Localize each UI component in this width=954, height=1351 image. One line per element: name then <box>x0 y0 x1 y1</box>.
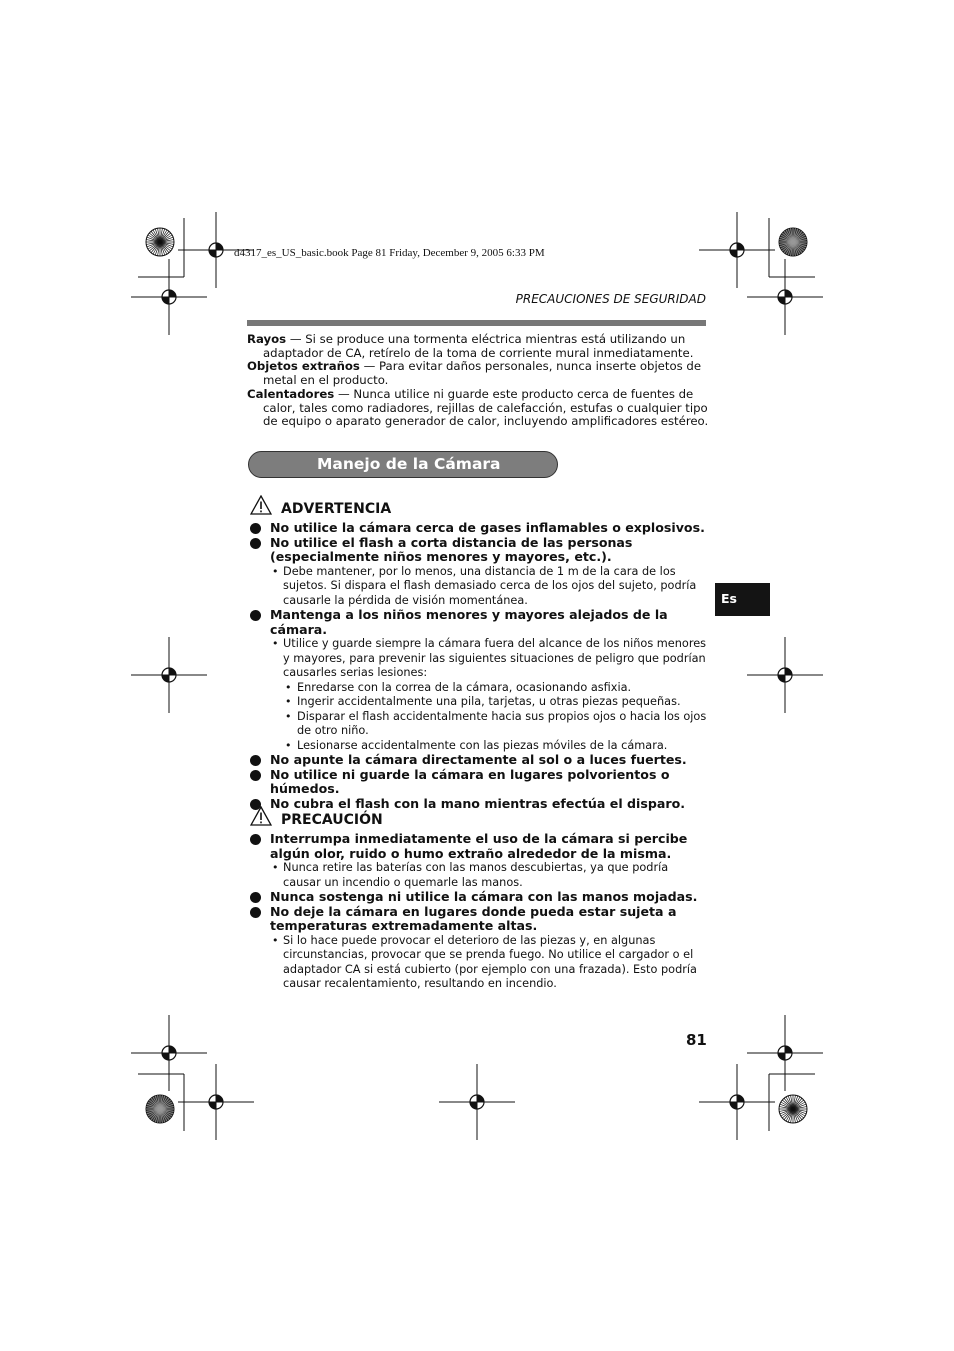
header-rule <box>247 320 706 326</box>
main-bullet-item <box>247 797 709 812</box>
advertencia-list <box>247 521 709 811</box>
bullet-icon <box>250 523 261 534</box>
bullet-text: No cubra el flash con la mano mientras efectúa el disparo. <box>270 795 686 811</box>
bullet-text: No utilice ni guarde la cámara en lugares polvorientos o húmedos. <box>270 766 670 796</box>
bullet-text: No apunte la cámara directamente al sol o a luces fuertes. <box>270 752 687 767</box>
registration-mark <box>169 668 176 675</box>
bullet-icon: • <box>272 933 279 947</box>
sub-sub-bullet-item <box>247 695 709 710</box>
caution-triangle-icon <box>250 806 272 826</box>
registration-mark <box>169 1046 176 1053</box>
registration-mark <box>209 250 216 257</box>
registration-mark <box>737 1095 744 1102</box>
registration-mark <box>216 243 223 250</box>
bullet-text: Enredarse con la correa de la cámara, ocasionando asfixia. <box>297 680 632 694</box>
bullet-icon <box>250 907 261 918</box>
precaucion-list <box>247 832 709 992</box>
sub-sub-bullet-item <box>247 681 709 696</box>
sub-sub-bullet-item <box>247 739 709 754</box>
bullet-text: Si lo hace puede provocar el deterioro de las piezas y, en algunas circunstancias, provocar que se prenda fuego. No utilice el cargador o el adaptador CA si está cubierto (por ejemplo con una frazada). Esto podría causar recalentamiento, resultando en incendio. <box>283 933 697 990</box>
bullet-text: Nunca sostenga ni utilice la cámara con las manos mojadas. <box>270 889 698 904</box>
bullet-icon: • <box>272 861 279 874</box>
bullet-icon: • <box>285 738 292 752</box>
bullet-icon <box>250 755 261 766</box>
advertencia-block <box>247 500 709 811</box>
registration-mark <box>778 297 785 304</box>
registration-mark <box>216 1095 223 1102</box>
bullet-text: Interrumpa inmediatamente el uso de la cámara si percibe algún olor, ruido o humo extraño alrededor de la misma. <box>270 831 688 861</box>
hazard-definitions <box>247 333 709 429</box>
bullet-icon: • <box>285 695 292 708</box>
registration-mark <box>470 1102 477 1109</box>
sub-bullet-item <box>247 861 709 890</box>
registration-mark <box>785 668 792 675</box>
bullet-icon <box>250 770 261 781</box>
bullet-text: Utilice y guarde siempre la cámara fuera del alcance de los niños menores y mayores, para prevenir las siguientes situaciones de peligro que podrían causarles serias lesiones: <box>283 637 707 679</box>
language-tab: Es <box>715 583 770 616</box>
definition-text: — Nunca utilice ni guarde este producto cerca de fuentes de calor, tales como radiadores, rejillas de calefacción, estufas o cualquier tipo de equipo o aparato generador de calor, incluyendo amplificadores estéreo. <box>263 386 709 429</box>
sub-bullet-item <box>247 637 709 681</box>
bullet-text: No utilice la cámara cerca de gases inflamables o explosivos. <box>270 520 705 535</box>
precaucion-heading <box>247 811 709 829</box>
bullet-text: Disparar el flash accidentalmente hacia sus propios ojos o hacia los ojos de otro niño. <box>297 709 707 737</box>
registration-mark <box>162 675 169 682</box>
definition-term: Calentadores <box>247 386 335 401</box>
registration-mark <box>785 290 792 297</box>
registration-mark <box>477 1095 484 1102</box>
registration-mark <box>730 250 737 257</box>
registration-mark <box>778 1053 785 1060</box>
book-file-header: d4317_es_US_basic.book Page 81 Friday, December 9, 2005 6:33 PM <box>234 247 545 259</box>
definition-item <box>247 360 709 387</box>
definition-term: Rayos <box>247 332 287 346</box>
advertencia-title: ADVERTENCIA <box>281 501 392 517</box>
sub-sub-bullet-item <box>247 710 709 739</box>
definition-text: — Si se produce una tormenta eléctrica mientras está utilizando un adaptador de CA, retírelo de la toma de corriente mural inmediatamente. <box>263 332 694 360</box>
registration-mark <box>785 1046 792 1053</box>
bullet-text: No utilice el flash a corta distancia de las personas (especialmente niños menores y mayores, etc.). <box>270 534 633 564</box>
definition-text: — Para evitar daños personales, nunca inserte objetos de metal en el producto. <box>263 359 702 388</box>
bullet-icon: • <box>285 709 292 723</box>
definition-item <box>247 388 709 429</box>
bullet-text: Ingerir accidentalmente una pila, tarjetas, u otras piezas pequeñas. <box>297 695 681 708</box>
main-bullet-item <box>247 768 709 797</box>
bullet-icon <box>250 892 261 903</box>
registration-mark <box>778 675 785 682</box>
main-bullet-item <box>247 521 709 536</box>
bullet-text: Lesionarse accidentalmente con las piezas móviles de la cámara. <box>297 738 668 752</box>
bullet-text: Mantenga a los niños menores y mayores alejados de la cámara. <box>270 607 668 637</box>
main-bullet-item <box>247 890 709 905</box>
advertencia-heading <box>247 500 709 518</box>
bullet-icon: • <box>285 680 292 694</box>
page-number: 81 <box>686 1031 707 1049</box>
bullet-icon <box>250 610 261 621</box>
running-head: PRECAUCIONES DE SEGURIDAD <box>515 292 706 306</box>
registration-mark <box>209 1102 216 1109</box>
main-bullet-item <box>247 832 709 861</box>
sub-bullet-item <box>247 565 709 609</box>
bullet-icon <box>250 538 261 549</box>
bullet-icon: • <box>272 637 279 650</box>
main-bullet-item <box>247 536 709 565</box>
registration-mark <box>730 1102 737 1109</box>
sub-bullet-item <box>247 934 709 992</box>
section-title: Manejo de la Cámara <box>317 455 501 473</box>
warning-triangle-icon <box>250 495 272 515</box>
registration-mark <box>162 1053 169 1060</box>
bullet-icon <box>250 834 261 845</box>
bullet-text: Nunca retire las baterías con las manos descubiertas, ya que podría causar un incendio o quemarle las manos. <box>283 861 669 889</box>
bullet-text: Debe mantener, por lo menos, una distancia de 1 m de la cara de los sujetos. Si dispara el flash demasiado cerca de los ojos del sujeto, podría causarle la pérdida de visión momentánea. <box>283 564 697 607</box>
registration-mark <box>737 243 744 250</box>
bullet-icon: • <box>272 564 279 578</box>
registration-mark <box>169 290 176 297</box>
bullet-text: No deje la cámara en lugares donde pueda estar sujeta a temperaturas extremadamente altas. <box>270 903 677 933</box>
main-bullet-item <box>247 608 709 637</box>
precaucion-title: PRECAUCIÓN <box>281 812 383 828</box>
registration-mark <box>162 297 169 304</box>
definition-term: Objetos extraños <box>247 359 360 374</box>
definition-item <box>247 333 709 360</box>
main-bullet-item <box>247 753 709 768</box>
main-bullet-item <box>247 905 709 934</box>
precaucion-block <box>247 811 709 992</box>
